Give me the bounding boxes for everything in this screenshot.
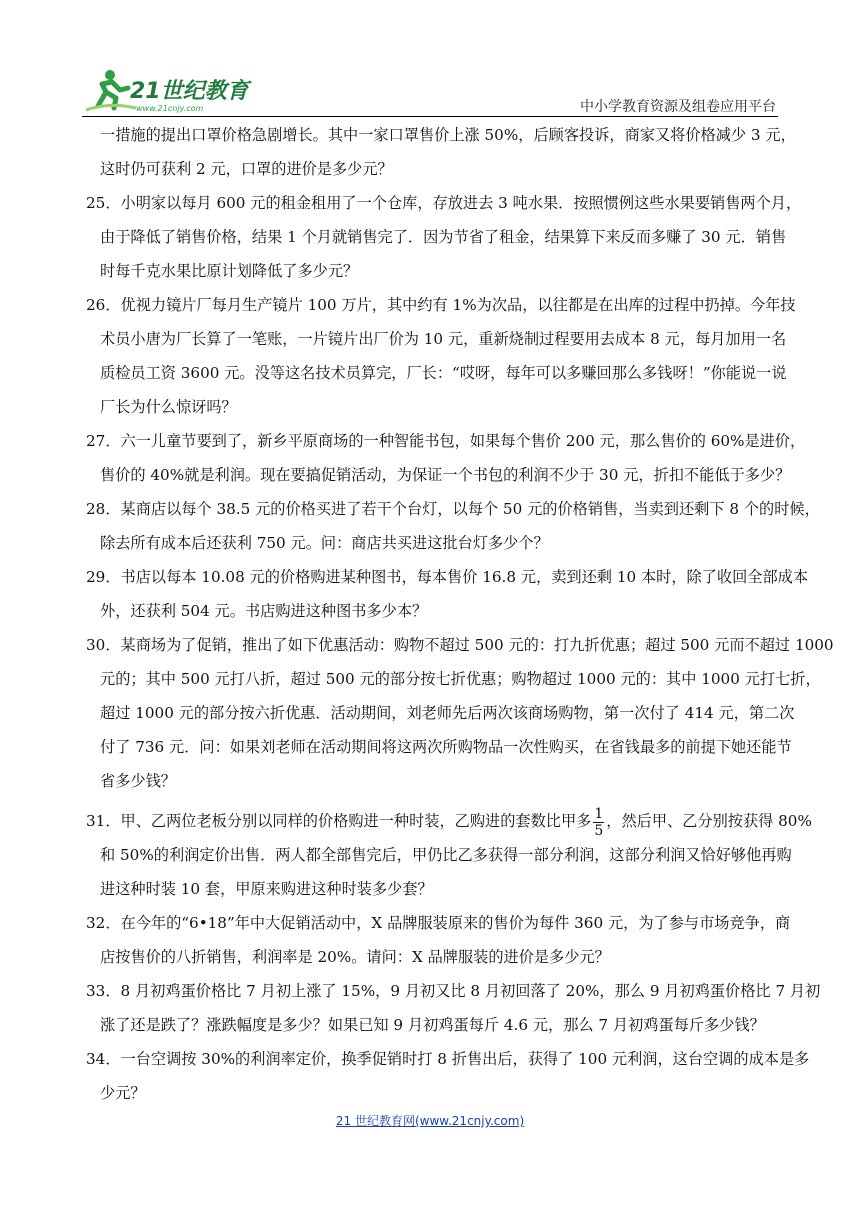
running-man-icon (86, 70, 136, 110)
question-25-line: 时每千克水果比原计划降低了多少元？ (100, 262, 359, 280)
question-33-line: 涨了还是跌了？涨跌幅度是多少？如果已知 9 月初鸡蛋每斤 4.6 元，那么 7 月初鸡蛋每斤多少钱？ (100, 1016, 765, 1034)
logo-url: www.21cnjy.com (136, 104, 204, 113)
question-26-line: 术员小唐为厂长算了一笔账，一片镜片出厂价为 10 元，重新烧制过程要用去成本 8 元，每月加用一名 (100, 330, 787, 348)
continuation-line: 这时仍可获利 2 元，口罩的进价是多少元？ (100, 160, 393, 178)
question-29-line: 外，还获利 504 元。书店购进这种图书多少本？ (100, 602, 428, 620)
header-divider (82, 116, 778, 117)
question-31-text: ，然后甲、乙分别按获得 80% (606, 812, 812, 830)
page-footer (0, 1112, 860, 1129)
question-26-line: 质检员工资 3600 元。没等这名技术员算完，厂长：“哎呀，每年可以多赚回那么多钱呀！”你能说一说 (100, 364, 787, 382)
question-30-line: 省多少钱？ (100, 772, 176, 790)
question-28-line: 除去所有成本后还获利 750 元。问：商店共买进这批台灯多少个？ (100, 534, 549, 552)
continuation-line: 一措施的提出口罩价格急剧增长。其中一家口罩售价上涨 50%，后顾客投诉，商家又将价格减少 3 元， (100, 126, 796, 144)
question-27-line: 售价的 40%就是利润。现在要搞促销活动，为保证一个书包的利润不少于 30 元，折扣不能低于多少？ (100, 466, 791, 484)
question-31 (86, 804, 812, 844)
question-34: 34．一台空调按 30%的利润率定价，换季促销时打 8 折售出后，获得了 100 元利润，这台空调的成本是多 (86, 1050, 810, 1068)
fraction-numerator: 1 (594, 805, 604, 822)
question-32: 32．在今年的“6•18”年中大促销活动中，X 品牌服装原来的售价为每件 360 元，为了参与市场竞争，商 (86, 914, 791, 932)
question-28: 28．某商店以每个 38.5 元的价格买进了若干个台灯，以每个 50 元的价格销售，当卖到还剩下 8 个的时候， (86, 500, 820, 518)
question-30-line: 超过 1000 元的部分按六折优惠．活动期间，刘老师先后两次该商场购物，第一次付了 414 元，第二次 (100, 704, 795, 722)
question-30-line: 元的；其中 500 元打八折，超过 500 元的部分按七折优惠；购物超过 1000 元的：其中 1000 元打七折， (100, 670, 821, 688)
question-30-line: 付了 736 元．问：如果刘老师在活动期间将这两次所购物品一次性购买，在省钱最多的前提下她还能节 (100, 738, 792, 756)
question-34-line: 少元？ (100, 1084, 146, 1102)
fraction-one-fifth (593, 806, 604, 839)
question-30: 30．某商场为了促销，推出了如下优惠活动：购物不超过 500 元的：打九折优惠；超过 500 元而不超过 1000 (86, 636, 834, 654)
21cnjy-logo (80, 66, 260, 114)
question-29: 29．书店以每本 10.08 元的价格购进某种图书，每本售价 16.8 元，卖到还剩 10 本时，除了收回全部成本 (86, 568, 809, 586)
fraction-denominator: 5 (594, 822, 604, 839)
question-32-line: 店按售价的八折销售，利润率是 20%。请问：X 品牌服装的进价是多少元？ (100, 948, 610, 966)
question-25-line: 由于降低了销售价格，结果 1 个月就销售完了．因为节省了租金，结果算下来反而多赚了 30 元．销售 (100, 228, 787, 246)
question-25: 25．小明家以每月 600 元的租金租用了一个仓库，存放进去 3 吨水果．按照惯例这些水果要销售两个月， (86, 194, 802, 212)
question-33: 33．8 月初鸡蛋价格比 7 月初上涨了 15%，9 月初又比 8 月初回落了 20%，那么 9 月初鸡蛋价格比 7 月初 (86, 982, 821, 1000)
question-list (86, 124, 834, 1116)
question-26-line: 厂长为什么惊讶吗？ (100, 398, 237, 416)
question-26: 26．优视力镜片厂每月生产镜片 100 万片，其中约有 1%为次品，以往都是在出库的过程中扔掉。今年技 (86, 296, 796, 314)
logo-title: 21世纪教育 (130, 79, 249, 104)
footer-link[interactable]: 21 世纪教育网(www.21cnjy.com) (335, 1114, 525, 1128)
platform-name: 中小学教育资源及组卷应用平台 (580, 99, 776, 115)
question-31-text: 31．甲、乙两位老板分别以同样的价格购进一种时装，乙购进的套数比甲多 (86, 812, 592, 830)
page-header (0, 0, 860, 118)
question-27: 27．六一儿童节要到了，新乡平原商场的一种智能书包，如果每个售价 200 元，那么售价的 60%是进价， (86, 432, 806, 450)
question-31-line: 和 50%的利润定价出售．两人都全部售完后，甲仍比乙多获得一部分利润，这部分利润又恰好够他再购 (100, 846, 792, 864)
question-31-line: 进这种时装 10 套，甲原来购进这种时装多少套？ (100, 880, 433, 898)
